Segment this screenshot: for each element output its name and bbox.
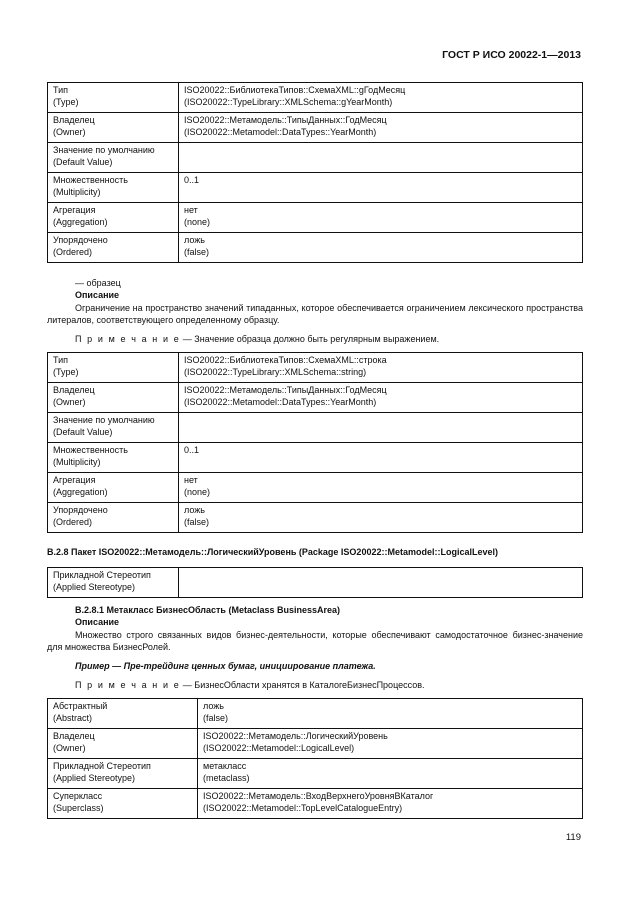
- table-row: [48, 789, 583, 819]
- property-value-cell: [198, 789, 583, 819]
- description-paragraph: Ограничение на пространство значений типаданных, которое обеспечивается ограничением лексического пространства литералов, соответствующего определенному образцу.: [47, 302, 583, 326]
- property-name-line: (Owner): [53, 126, 86, 137]
- property-value-line: (metaclass): [203, 772, 250, 783]
- property-name-line: (Type): [53, 366, 79, 377]
- property-value-line: (false): [203, 712, 229, 723]
- note-label: П р и м е ч а н и е: [75, 333, 181, 344]
- property-value-line: ложь: [184, 505, 205, 515]
- property-name-line: (Superclass): [53, 802, 104, 813]
- property-value-line: (ISO20022::Metamodel::DataTypes::YearMonth): [184, 126, 377, 137]
- table-row: [48, 413, 583, 443]
- property-name-line: (Ordered): [53, 516, 93, 527]
- table-row: [48, 473, 583, 503]
- property-name-line: (Owner): [53, 742, 86, 753]
- property-value-cell: [198, 759, 583, 789]
- example: Пример — Пре-трейдинг ценных бумаг, инициирование платежа.: [75, 660, 376, 671]
- table-row: [48, 83, 583, 113]
- property-name-line: Прикладной Стереотип: [53, 570, 151, 580]
- description-paragraph: Множество строго связанных видов бизнес-деятельности, которые обеспечивают самодостаточное бизнес-значение для множества БизнесРолей.: [47, 629, 583, 653]
- property-value-line: (false): [184, 516, 210, 527]
- property-name-cell: [48, 143, 179, 173]
- property-value-line: метакласс: [203, 761, 247, 771]
- property-value-line: (ISO20022::TypeLibrary::XMLSchema::gYearMonth): [184, 96, 393, 107]
- property-name-cell: [48, 233, 179, 263]
- property-value-cell: [179, 383, 583, 413]
- property-value-line: ложь: [184, 235, 205, 245]
- table-row: [48, 699, 583, 729]
- property-value-cell: [179, 473, 583, 503]
- property-value-cell: [198, 699, 583, 729]
- property-name-cell: [48, 729, 198, 759]
- properties-table-business-area: [47, 698, 583, 819]
- property-value-cell: [179, 203, 583, 233]
- property-name-line: (Applied Stereotype): [53, 772, 136, 783]
- property-value-cell: [179, 233, 583, 263]
- property-name-line: Тип: [53, 355, 69, 365]
- metaclass-heading: В.2.8.1 Метакласс БизнесОбласть (Metaclass BusinessArea): [75, 605, 341, 615]
- property-value-line: ISO20022::БиблиотекаТипов::СхемаXML::gГодМесяц: [184, 85, 406, 95]
- table-row: [48, 113, 583, 143]
- property-name-line: (Ordered): [53, 246, 93, 257]
- property-name-line: Владелец: [53, 385, 95, 395]
- property-name-cell: [48, 568, 179, 598]
- property-value-line: ISO20022::Метамодель::ЛогическийУровень: [203, 731, 388, 741]
- property-name-line: Множественность: [53, 175, 128, 185]
- section-business-area: [47, 604, 583, 691]
- property-value-line: (none): [184, 486, 211, 497]
- property-value-line: 0..1: [184, 175, 200, 185]
- property-value-cell: [179, 353, 583, 383]
- property-name-cell: [48, 203, 179, 233]
- property-value-line: (ISO20022::Metamodel::DataTypes::YearMonth): [184, 396, 377, 407]
- property-name-cell: [48, 699, 198, 729]
- package-heading: В.2.8 Пакет ISO20022::Метамодель::ЛогическийУровень (Package ISO20022::Metamodel::LogicalLevel): [47, 547, 498, 557]
- property-value-line: 0..1: [184, 445, 200, 455]
- property-name-cell: [48, 759, 198, 789]
- property-name-line: (Applied Stereotype): [53, 581, 136, 592]
- property-name-cell: [48, 113, 179, 143]
- property-value-line: (ISO20022::Metamodel::TopLevelCatalogueEntry): [203, 802, 403, 813]
- properties-table-pattern-string: [47, 352, 583, 533]
- table-row: [48, 729, 583, 759]
- property-value-line: ISO20022::Метамодель::ВходВерхнегоУровняВКаталог: [203, 791, 434, 801]
- property-name-line: Значение по умолчанию: [53, 415, 155, 425]
- property-value-cell: [179, 568, 583, 598]
- property-value-cell: [179, 413, 583, 443]
- property-value-line: нет: [184, 205, 198, 215]
- property-name-line: Множественность: [53, 445, 128, 455]
- note: [47, 333, 583, 345]
- property-name-line: Владелец: [53, 115, 95, 125]
- property-name-line: (Default Value): [53, 156, 113, 167]
- property-name-line: Тип: [53, 85, 69, 95]
- property-name-line: Упорядочено: [53, 235, 108, 245]
- property-name-cell: [48, 503, 179, 533]
- note-text: — Значение образца должно быть регулярным выражением.: [180, 333, 440, 344]
- property-value-cell: [179, 443, 583, 473]
- property-value-line: (none): [184, 216, 211, 227]
- property-name-cell: [48, 353, 179, 383]
- section-pattern: [47, 277, 583, 345]
- table-row: [48, 173, 583, 203]
- property-value-line: ложь: [203, 701, 224, 711]
- property-name-line: Владелец: [53, 731, 95, 741]
- property-name-cell: [48, 443, 179, 473]
- table-row: [48, 203, 583, 233]
- property-value-cell: [179, 143, 583, 173]
- property-value-cell: [179, 113, 583, 143]
- property-value-line: нет: [184, 475, 198, 485]
- property-value-line: (ISO20022::Metamodel::LogicalLevel): [203, 742, 355, 753]
- property-name-cell: [48, 383, 179, 413]
- property-name-line: (Abstract): [53, 712, 93, 723]
- property-name-line: (Aggregation): [53, 216, 108, 227]
- description-heading: Описание: [75, 617, 120, 628]
- description-heading: Описание: [75, 290, 120, 301]
- property-value-line: (ISO20022::TypeLibrary::XMLSchema::string): [184, 366, 367, 377]
- property-name-line: Абстрактный: [53, 701, 108, 711]
- table-row: [48, 353, 583, 383]
- property-value-line: (false): [184, 246, 210, 257]
- property-name-line: (Multiplicity): [53, 456, 101, 467]
- property-name-cell: [48, 173, 179, 203]
- note: [47, 679, 583, 691]
- property-name-cell: [48, 789, 198, 819]
- attribute-item: — образец: [75, 278, 121, 288]
- property-value-cell: [179, 83, 583, 113]
- note-text: — БизнесОбласти хранятся в КаталогеБизнесПроцессов.: [180, 680, 425, 691]
- table-row: [48, 759, 583, 789]
- property-value-cell: [179, 503, 583, 533]
- property-name-cell: [48, 413, 179, 443]
- table-row: [48, 568, 583, 598]
- property-name-line: (Owner): [53, 396, 86, 407]
- property-value-line: ISO20022::Метамодель::ТипыДанных::ГодМесяц: [184, 115, 387, 125]
- property-name-cell: [48, 473, 179, 503]
- property-name-line: Суперкласс: [53, 791, 103, 801]
- note-label: П р и м е ч а н и е: [75, 680, 181, 691]
- table-row: [48, 443, 583, 473]
- property-name-line: (Default Value): [53, 426, 113, 437]
- table-row: [48, 503, 583, 533]
- table-row: [48, 143, 583, 173]
- property-value-cell: [198, 729, 583, 759]
- property-value-line: ISO20022::Метамодель::ТипыДанных::ГодМесяц: [184, 385, 387, 395]
- page-number: 119: [565, 832, 581, 843]
- property-name-line: Прикладной Стереотип: [53, 761, 151, 771]
- property-name-line: Агрегация: [53, 205, 96, 215]
- property-name-line: (Multiplicity): [53, 186, 101, 197]
- property-name-line: Агрегация: [53, 475, 96, 485]
- property-name-cell: [48, 83, 179, 113]
- property-name-line: Упорядочено: [53, 505, 108, 515]
- property-value-line: ISO20022::БиблиотекаТипов::СхемаXML::строка: [184, 355, 387, 365]
- property-name-line: (Aggregation): [53, 486, 108, 497]
- table-row: [48, 233, 583, 263]
- document-header: ГОСТ Р ИСО 20022-1—2013: [442, 49, 581, 61]
- properties-table-pattern-type: [47, 82, 583, 263]
- property-value-cell: [179, 173, 583, 203]
- table-row: [48, 383, 583, 413]
- property-name-line: (Type): [53, 96, 79, 107]
- property-name-line: Значение по умолчанию: [53, 145, 155, 155]
- properties-table-package: [47, 567, 583, 598]
